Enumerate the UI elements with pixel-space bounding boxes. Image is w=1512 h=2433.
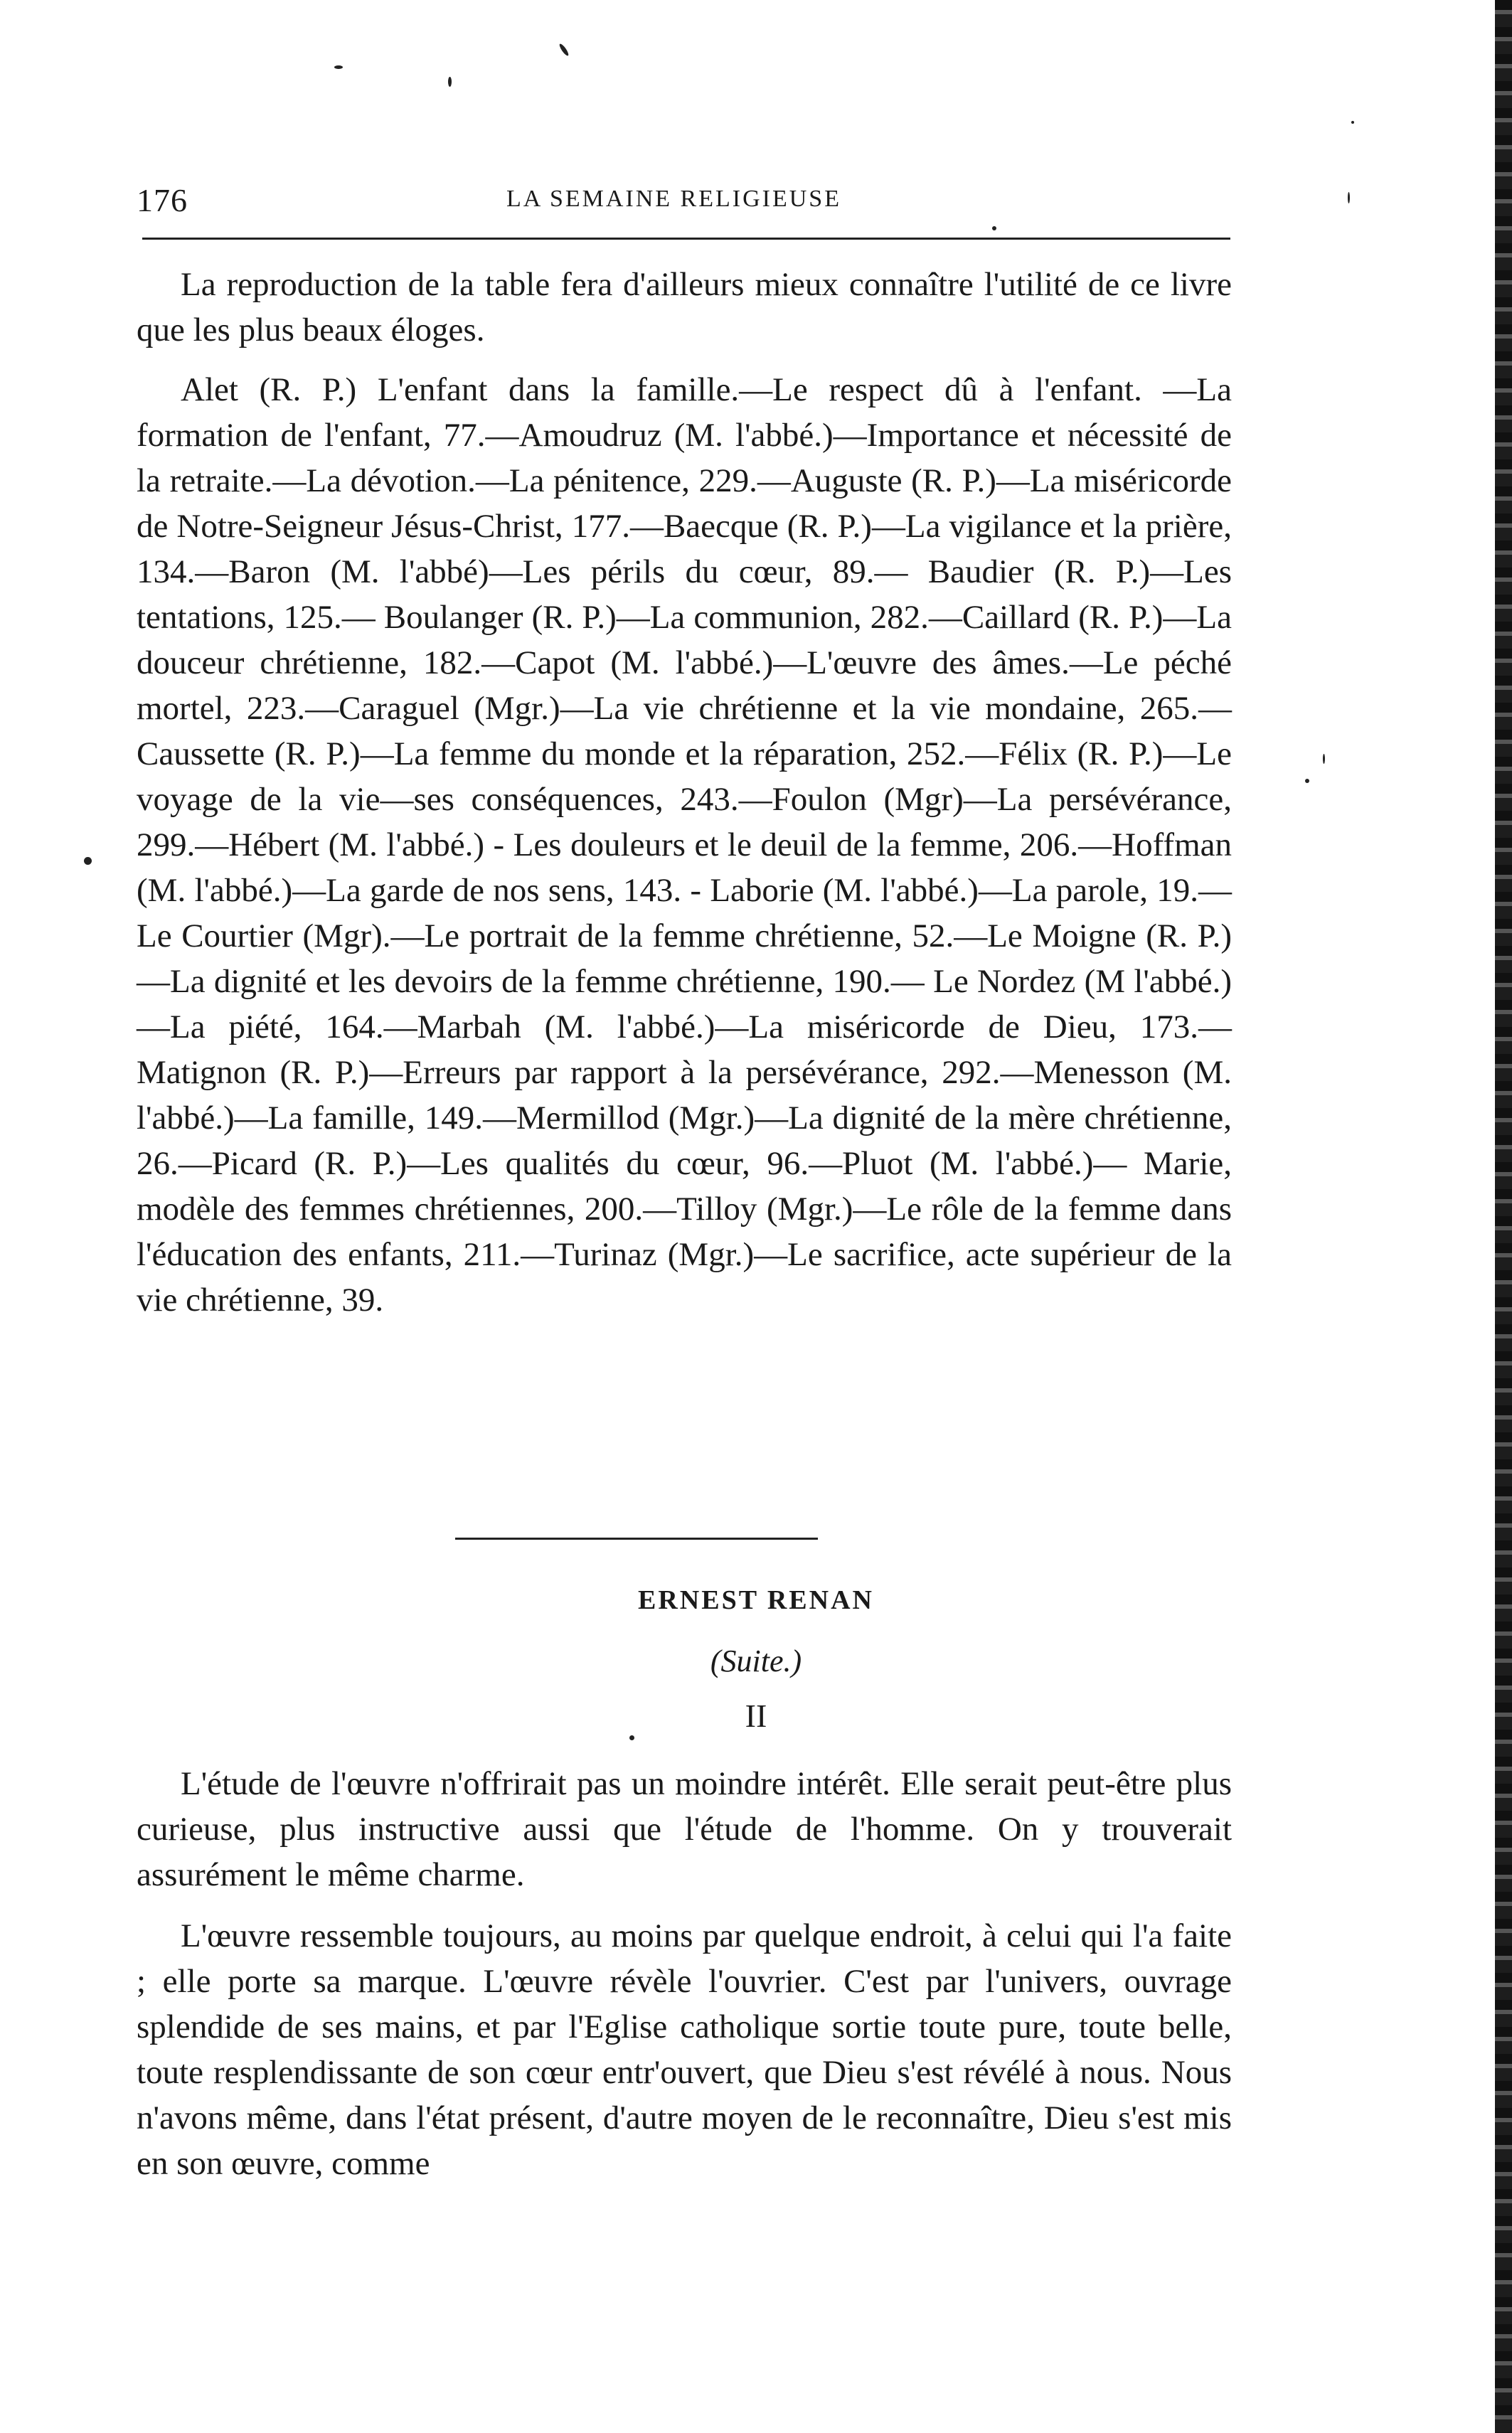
intro-paragraph: La reproduction de la table fera d'ailleurs mieux connaître l'utilité de ce livre que les plus beaux éloges. <box>137 266 1232 348</box>
section-subtitle: (Suite.) <box>710 1644 802 1678</box>
index-paragraph: Alet (R. P.) L'enfant dans la famille.—Le respect dû à l'enfant. —La formation de l'enfant, 77.—Amoudruz (M. l'abbé.)—Importance et nécessité de la retraite.—La dévotion.—La pénitence, 229.—Auguste (R. P.)—La miséricorde de Notre-Seigneur Jésus-Christ, 177.—Baecque (R. P.)—La vigilance et la prière, 134.—Baron (M. l'abbé)—Les périls du cœur, 89.— Baudier (R. P.)—Les tentations, 125.— Boulanger (R. P.)—La communion, 282.—Caillard (R. P.)—La douceur chrétienne, 182.—Capot (M. l'abbé.)—L'œuvre des âmes.—Le péché mortel, 223.—Caraguel (Mgr.)—La vie chrétienne et la vie mondaine, 265.—Caussette (R. P.)—La femme du monde et la réparation, 252.—Félix (R. P.)—Le voyage de la vie—ses conséquences, 243.—Foulon (Mgr)—La persévérance, 299.—Hébert (M. l'abbé.) - Les douleurs et le deuil de la femme, 206.—Hoffman (M. l'abbé.)—La garde de nos sens, 143. - Laborie (M. l'abbé.)—La parole, 19.—Le Courtier (Mgr).—Le portrait de la femme chrétienne, 52.—Le Moigne (R. P.)—La dignité et les devoirs de la femme chrétienne, 190.— Le Nordez (M l'abbé.)—La piété, 164.—Marbah (M. l'abbé.)—La miséricorde de Dieu, 173.—Matignon (R. P.)—Erreurs par rapport à la persévérance, 292.—Menesson (M. l'abbé.)—La famille, 149.—Mermillod (Mgr.)—La dignité de la mère chrétienne, 26.—Picard (R. P.)—Les qualités du cœur, 96.—Pluot (M. l'abbé.)— Marie, modèle des femmes chrétiennes, 200.—Tilloy (Mgr.)—Le rôle de la femme dans l'éducation des enfants, 211.—Turinaz (Mgr.)—Le sacrifice, acte supérieur de la vie chrétienne, 39. <box>137 371 1232 1319</box>
essay-paragraph: L'étude de l'œuvre n'offrirait pas un moindre intérêt. Elle serait peut-être plus curieuse, plus instructive aussi que l'étude de l'homme. On y trouverait assurément le même charme. <box>137 1765 1232 1893</box>
scan-speck <box>629 1735 634 1740</box>
section-title: ERNEST RENAN <box>638 1585 874 1615</box>
scan-edge-shadow <box>1495 0 1512 2433</box>
essay-block <box>137 1761 1232 2186</box>
section-divider <box>455 1538 818 1540</box>
scan-speck <box>1323 754 1325 764</box>
running-title: LA SEMAINE RELIGIEUSE <box>506 186 841 212</box>
scan-speck <box>448 77 452 87</box>
scan-speck <box>992 226 996 230</box>
index-block <box>137 262 1232 1323</box>
page-header <box>137 181 1232 224</box>
scan-speck <box>334 65 343 69</box>
page-number: 176 <box>137 182 188 218</box>
scan-speck <box>1351 121 1354 124</box>
scan-speck <box>558 43 570 57</box>
scan-speck <box>1305 779 1309 783</box>
scan-speck <box>1348 192 1350 203</box>
essay-paragraph: L'œuvre ressemble toujours, au moins par quelque endroit, à celui qui l'a faite ; elle porte sa marque. L'œuvre révèle l'ouvrier. C'est par l'univers, ouvrage splendide de ses mains, et par l'Eglise catholique sortie toute pure, toute belle, toute resplendissante de son cœur entr'ouvert, que Dieu s'est révélé à nous. Nous n'avons même, dans l'état présent, d'autre moyen de le reconnaître, Dieu s'est mis en son œuvre, comme <box>137 1917 1232 2182</box>
header-rule <box>142 238 1230 240</box>
section-part-number: II <box>745 1698 767 1734</box>
scan-speck <box>84 857 92 865</box>
